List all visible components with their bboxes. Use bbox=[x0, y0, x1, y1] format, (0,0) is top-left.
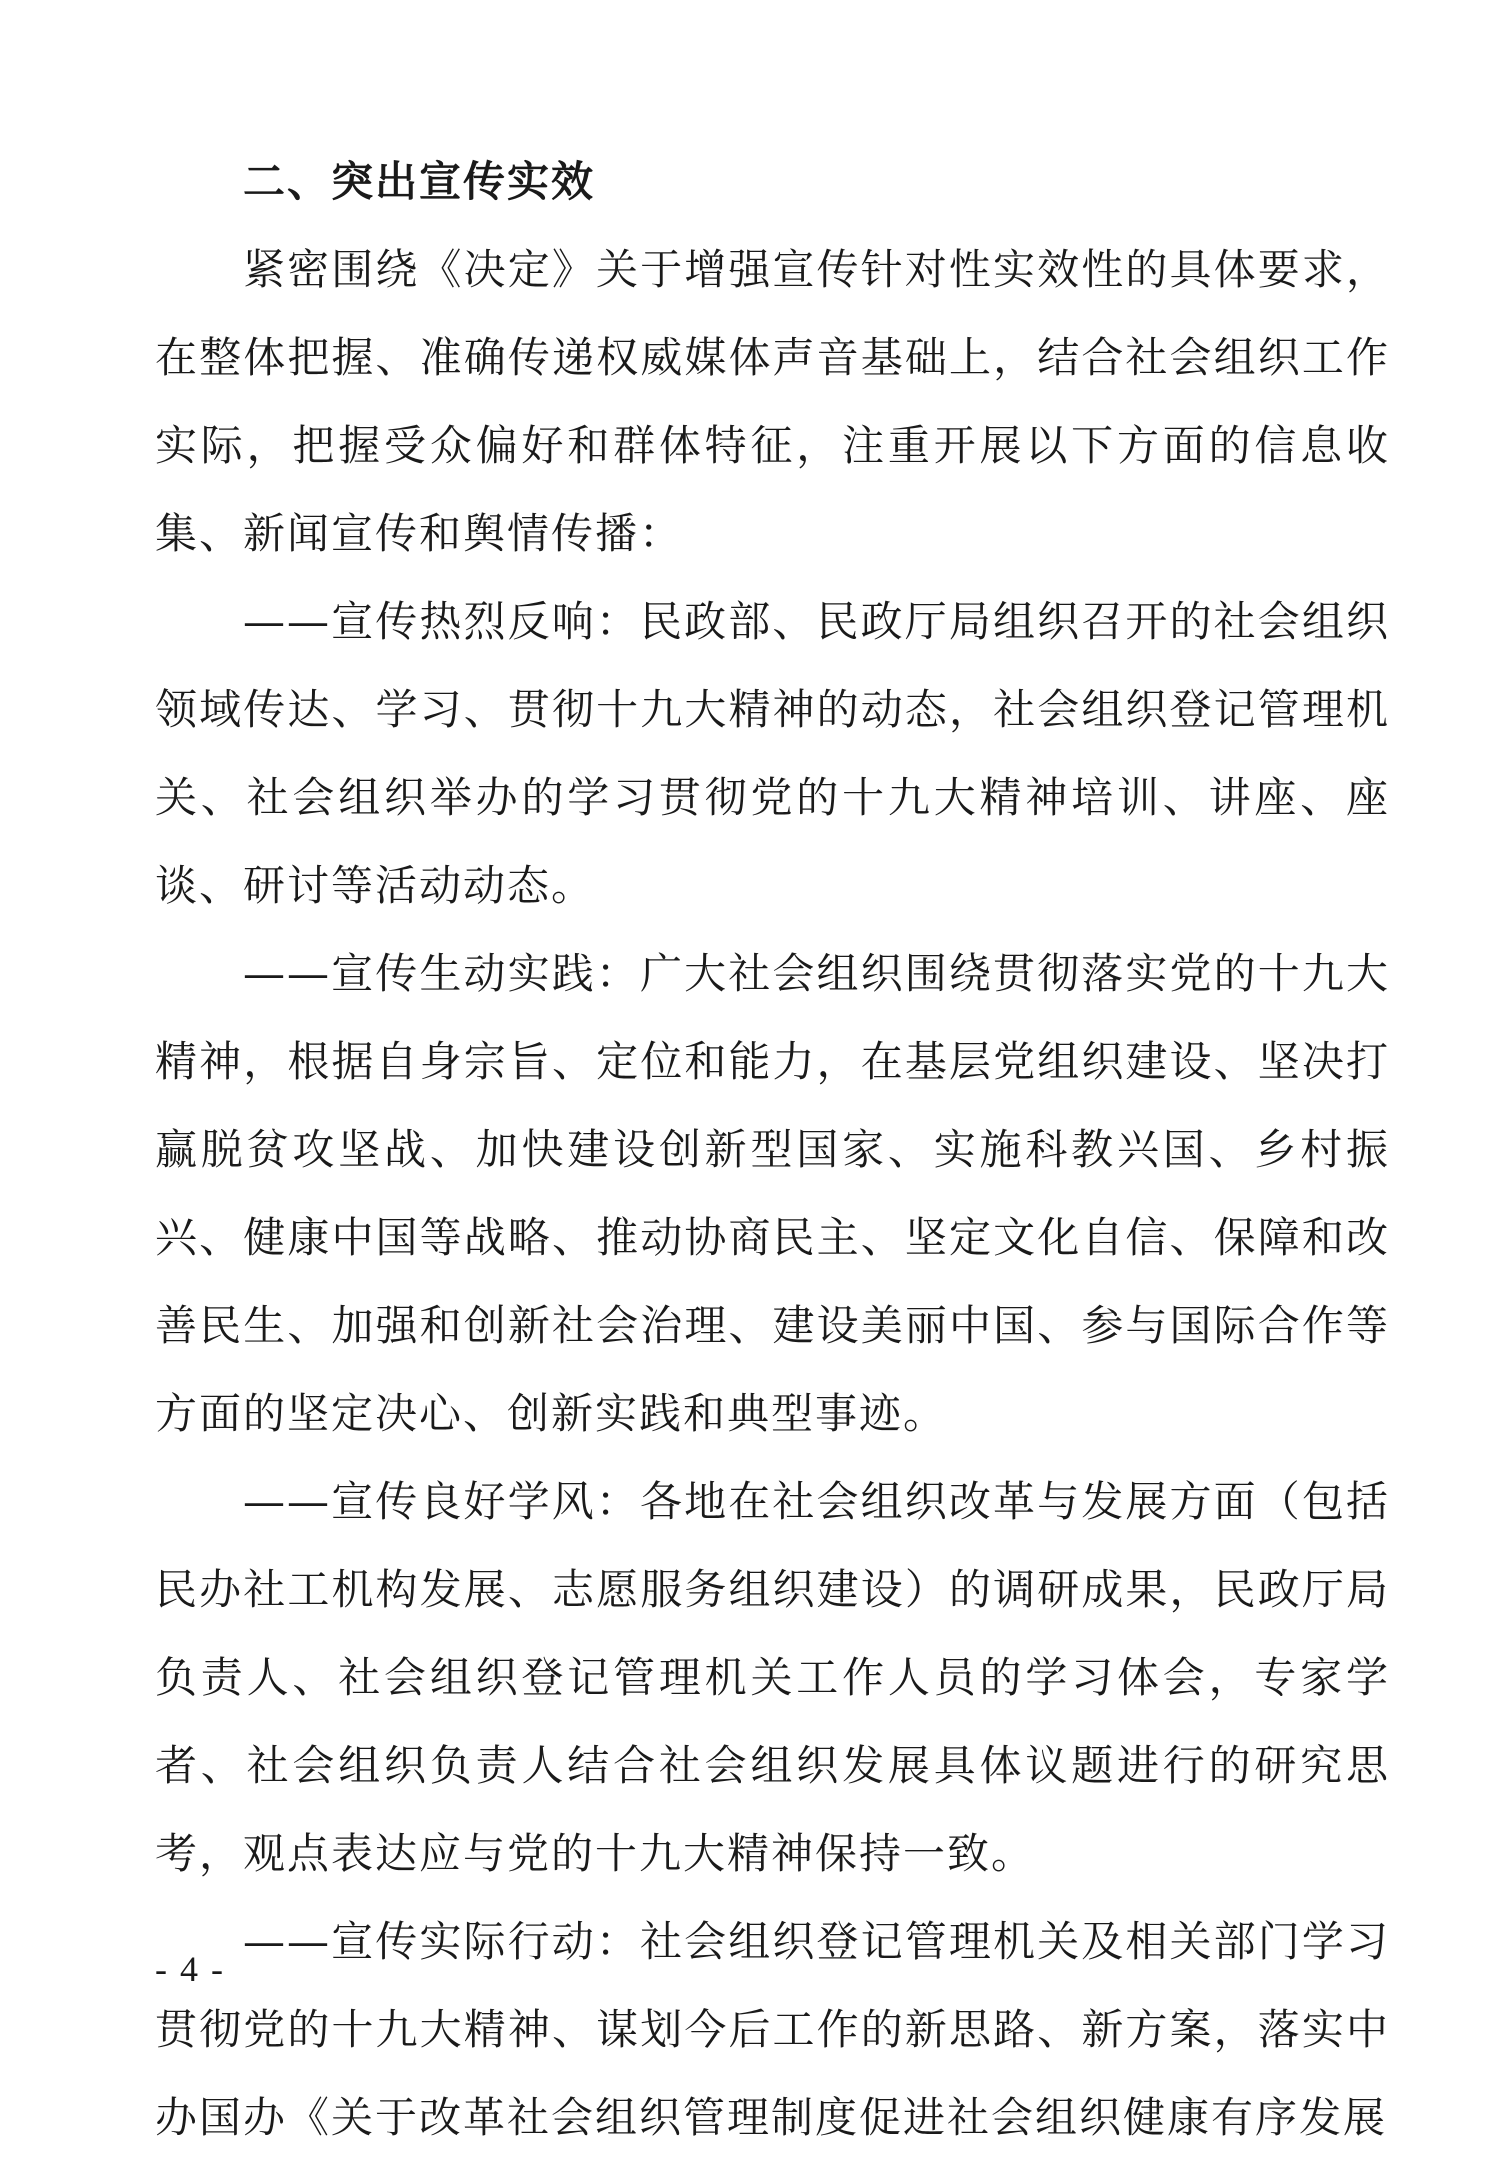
paragraph-practice: ——宣传生动实践：广大社会组织围绕贯彻落实党的十九大精神，根据自身宗旨、定位和能力，在基层党组织建设、坚决打赢脱贫攻坚战、加快建设创新型国家、实施科教兴国、乡村振兴、健康中国等战略、推动协商民主、坚定文化自信、保障和改善民生、加强和创新社会治理、建设美丽中国、参与国际合作等方面的坚定决心、创新实践和典型事迹。 bbox=[155, 949, 1390, 1438]
paragraph-intro: 紧密围绕《决定》关于增强宣传针对性实效性的具体要求，在整体把握、准确传递权威媒体声音基础上，结合社会组织工作实际，把握受众偏好和群体特征，注重开展以下方面的信息收集、新闻宣传和舆情传播： bbox=[155, 245, 1390, 558]
page-number: - 4 - bbox=[155, 1949, 225, 1989]
paragraph-study-style: ——宣传良好学风：各地在社会组织改革与发展方面（包括民办社工机构发展、志愿服务组织建设）的调研成果，民政厅局负责人、社会组织登记管理机关工作人员的学习体会，专家学者、社会组织负责人结合社会组织发展具体议题进行的研究思考，观点表达应与党的十九大精神保持一致。 bbox=[155, 1477, 1390, 1878]
paragraph-action: ——宣传实际行动：社会组织登记管理机关及相关部门学习贯彻党的十九大精神、谋划今后工作的新思路、新方案，落实中办国办《关于改革社会组织管理制度促进社会组织健康有序发展 bbox=[155, 1917, 1390, 2142]
paragraph-response: ——宣传热烈反响：民政部、民政厅局组织召开的社会组织领域传达、学习、贯彻十九大精神的动态，社会组织登记管理机关、社会组织举办的学习贯彻党的十九大精神培训、讲座、座谈、研讨等活动动态。 bbox=[155, 597, 1390, 910]
section-heading: 二、突出宣传实效 bbox=[243, 157, 596, 206]
document-body bbox=[155, 138, 1390, 2162]
